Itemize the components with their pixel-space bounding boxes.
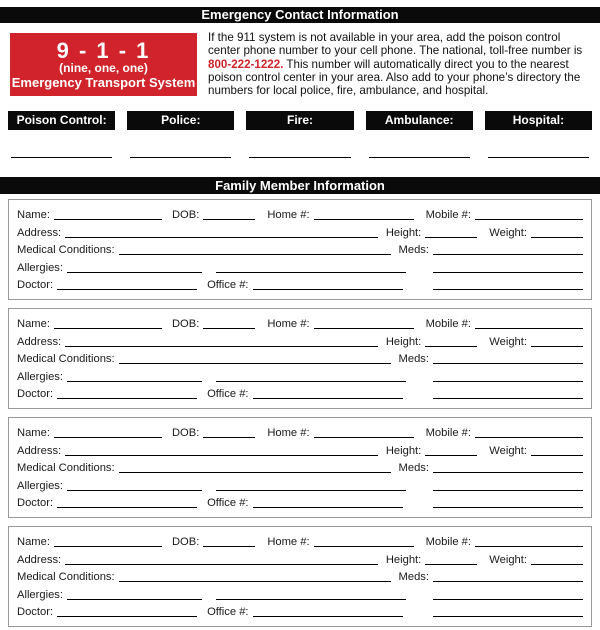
weight-field[interactable]: [531, 237, 583, 238]
address-field[interactable]: [65, 455, 378, 456]
name-label: Name:: [17, 209, 50, 222]
911-subtitle: Emergency Transport System: [11, 75, 196, 90]
allergies-label: Allergies:: [17, 479, 64, 492]
meds-continuation-field[interactable]: [433, 381, 583, 382]
dob-label: DOB:: [171, 427, 200, 440]
meds-continuation-field[interactable]: [433, 490, 583, 491]
doctor-row: [17, 275, 583, 293]
allergies-row: [17, 257, 583, 275]
name-row: [17, 313, 583, 331]
mobile-phone-label: Mobile #:: [425, 318, 471, 331]
mobile-phone-field[interactable]: [475, 219, 583, 220]
emergency-contact-form: [0, 7, 600, 630]
name-field[interactable]: [54, 546, 162, 547]
allergies-row: [17, 475, 583, 493]
doctor-label: Doctor:: [17, 279, 54, 292]
family-member-block-3: [8, 417, 592, 518]
doctor-field[interactable]: [57, 398, 197, 399]
family-member-block-2: [8, 308, 592, 409]
office-phone-field[interactable]: [253, 289, 403, 290]
meds-label: Meds:: [398, 244, 429, 257]
allergies-label: Allergies:: [17, 261, 64, 274]
home-phone-field[interactable]: [314, 219, 414, 220]
allergies-row: [17, 366, 583, 384]
meds-continuation-field-2[interactable]: [433, 398, 583, 399]
name-label: Name:: [17, 427, 50, 440]
meds-continuation-field-2[interactable]: [433, 507, 583, 508]
poison-control-field[interactable]: [11, 157, 112, 158]
address-row: [17, 331, 583, 349]
doctor-field[interactable]: [57, 616, 197, 617]
dob-label: DOB:: [171, 535, 200, 548]
meds-field[interactable]: [433, 254, 583, 255]
family-member-block-1: [8, 199, 592, 300]
height-field[interactable]: [425, 237, 477, 238]
medical-row: [17, 458, 583, 476]
police-label: Police:: [127, 111, 234, 130]
home-phone-label: Home #:: [267, 427, 310, 440]
info-text-before: If the 911 system is not available in your area, add the poison control center phone number to your cell phone. The national, toll-free number is: [208, 31, 583, 58]
medical-row: [17, 567, 583, 585]
address-label: Address:: [17, 553, 62, 566]
medical-conditions-field[interactable]: [119, 363, 391, 364]
height-label: Height:: [385, 444, 422, 457]
meds-label: Meds:: [398, 571, 429, 584]
address-field[interactable]: [65, 346, 378, 347]
name-label: Name:: [17, 535, 50, 548]
allergies-continuation-field[interactable]: [216, 272, 406, 273]
office-phone-label: Office #:: [207, 606, 249, 619]
allergies-field[interactable]: [67, 599, 202, 600]
dob-label: DOB:: [171, 209, 200, 222]
hospital-field[interactable]: [488, 157, 589, 158]
dob-field[interactable]: [203, 219, 255, 220]
home-phone-field[interactable]: [314, 437, 414, 438]
mobile-phone-field[interactable]: [475, 437, 583, 438]
doctor-label: Doctor:: [17, 497, 54, 510]
intro-section: [0, 23, 600, 97]
mobile-phone-field[interactable]: [475, 328, 583, 329]
ambulance-label: Ambulance:: [366, 111, 473, 130]
name-label: Name:: [17, 318, 50, 331]
page-title-bar: [0, 7, 600, 23]
doctor-field[interactable]: [57, 507, 197, 508]
name-field[interactable]: [54, 328, 162, 329]
info-text-after: This number will automatically direct you to the nearest poison control center in your area. Also add to your phone’s directory the numbers for local police, fire, ambulance, and hospital.: [208, 57, 581, 98]
mobile-phone-label: Mobile #:: [425, 427, 471, 440]
weight-field[interactable]: [531, 564, 583, 565]
doctor-label: Doctor:: [17, 606, 54, 619]
doctor-row: [17, 602, 583, 620]
address-label: Address:: [17, 335, 62, 348]
name-field[interactable]: [54, 437, 162, 438]
meds-continuation-field-2[interactable]: [433, 289, 583, 290]
medical-conditions-field[interactable]: [119, 581, 391, 582]
weight-label: Weight:: [489, 226, 527, 239]
address-field[interactable]: [65, 237, 378, 238]
address-row: [17, 549, 583, 567]
address-field[interactable]: [65, 564, 378, 565]
dob-field[interactable]: [203, 546, 255, 547]
height-label: Height:: [385, 553, 422, 566]
meds-field[interactable]: [433, 363, 583, 364]
medical-conditions-label: Medical Conditions:: [17, 462, 115, 475]
medical-row: [17, 240, 583, 258]
dob-label: DOB:: [171, 318, 200, 331]
medical-conditions-label: Medical Conditions:: [17, 244, 115, 257]
meds-continuation-field[interactable]: [433, 599, 583, 600]
allergies-label: Allergies:: [17, 588, 64, 601]
meds-label: Meds:: [398, 353, 429, 366]
poison-control-label: Poison Control:: [8, 111, 115, 130]
name-row: [17, 204, 583, 222]
height-field[interactable]: [425, 346, 477, 347]
hospital-label: Hospital:: [485, 111, 592, 130]
dob-field[interactable]: [203, 328, 255, 329]
address-row: [17, 222, 583, 240]
allergies-field[interactable]: [67, 272, 202, 273]
office-phone-label: Office #:: [207, 279, 249, 292]
emergency-contacts-header-row: [0, 111, 600, 130]
address-row: [17, 440, 583, 458]
home-phone-label: Home #:: [267, 535, 310, 548]
medical-row: [17, 349, 583, 367]
fire-field[interactable]: [249, 157, 350, 158]
mobile-phone-label: Mobile #:: [425, 535, 471, 548]
medical-conditions-label: Medical Conditions:: [17, 571, 115, 584]
meds-field[interactable]: [433, 581, 583, 582]
weight-label: Weight:: [489, 553, 527, 566]
office-phone-field[interactable]: [253, 616, 403, 617]
home-phone-field[interactable]: [314, 328, 414, 329]
dob-field[interactable]: [203, 437, 255, 438]
mobile-phone-label: Mobile #:: [425, 209, 471, 222]
home-phone-label: Home #:: [267, 318, 310, 331]
office-phone-label: Office #:: [207, 388, 249, 401]
fire-label: Fire:: [246, 111, 353, 130]
name-row: [17, 422, 583, 440]
allergies-continuation-field[interactable]: [216, 381, 406, 382]
allergies-continuation-field[interactable]: [216, 490, 406, 491]
doctor-field[interactable]: [57, 289, 197, 290]
meds-continuation-field[interactable]: [433, 272, 583, 273]
height-label: Height:: [385, 226, 422, 239]
page-title: Emergency Contact Information: [201, 7, 399, 22]
medical-conditions-field[interactable]: [119, 472, 391, 473]
office-phone-field[interactable]: [253, 507, 403, 508]
weight-field[interactable]: [531, 346, 583, 347]
weight-label: Weight:: [489, 444, 527, 457]
family-section-title: Family Member Information: [215, 178, 385, 194]
doctor-label: Doctor:: [17, 388, 54, 401]
allergies-label: Allergies:: [17, 370, 64, 383]
address-label: Address:: [17, 226, 62, 239]
office-phone-field[interactable]: [253, 398, 403, 399]
height-label: Height:: [385, 335, 422, 348]
meds-label: Meds:: [398, 462, 429, 475]
home-phone-field[interactable]: [314, 546, 414, 547]
doctor-row: [17, 493, 583, 511]
medical-conditions-field[interactable]: [119, 254, 391, 255]
address-label: Address:: [17, 444, 62, 457]
mobile-phone-field[interactable]: [475, 546, 583, 547]
allergies-field[interactable]: [67, 490, 202, 491]
meds-continuation-field-2[interactable]: [433, 616, 583, 617]
name-row: [17, 531, 583, 549]
police-field[interactable]: [130, 157, 231, 158]
allergies-field[interactable]: [67, 381, 202, 382]
weight-field[interactable]: [531, 455, 583, 456]
doctor-row: [17, 384, 583, 402]
family-member-block-4: [8, 526, 592, 627]
911-number: 9 - 1 - 1: [56, 38, 151, 63]
office-phone-label: Office #:: [207, 497, 249, 510]
poison-control-phone-number: 800-222-1222.: [208, 57, 284, 71]
allergies-row: [17, 584, 583, 602]
meds-field[interactable]: [433, 472, 583, 473]
medical-conditions-label: Medical Conditions:: [17, 353, 115, 366]
allergies-continuation-field[interactable]: [216, 599, 406, 600]
height-field[interactable]: [425, 455, 477, 456]
family-section-title-bar: [0, 177, 600, 194]
name-field[interactable]: [54, 219, 162, 220]
home-phone-label: Home #:: [267, 209, 310, 222]
poison-control-info-text: [208, 31, 592, 97]
height-field[interactable]: [425, 564, 477, 565]
weight-label: Weight:: [489, 335, 527, 348]
emergency-contacts-fill-row: [0, 157, 600, 158]
911-emergency-box: [10, 33, 197, 96]
911-words: (nine, one, one): [59, 61, 148, 75]
ambulance-field[interactable]: [369, 157, 470, 158]
